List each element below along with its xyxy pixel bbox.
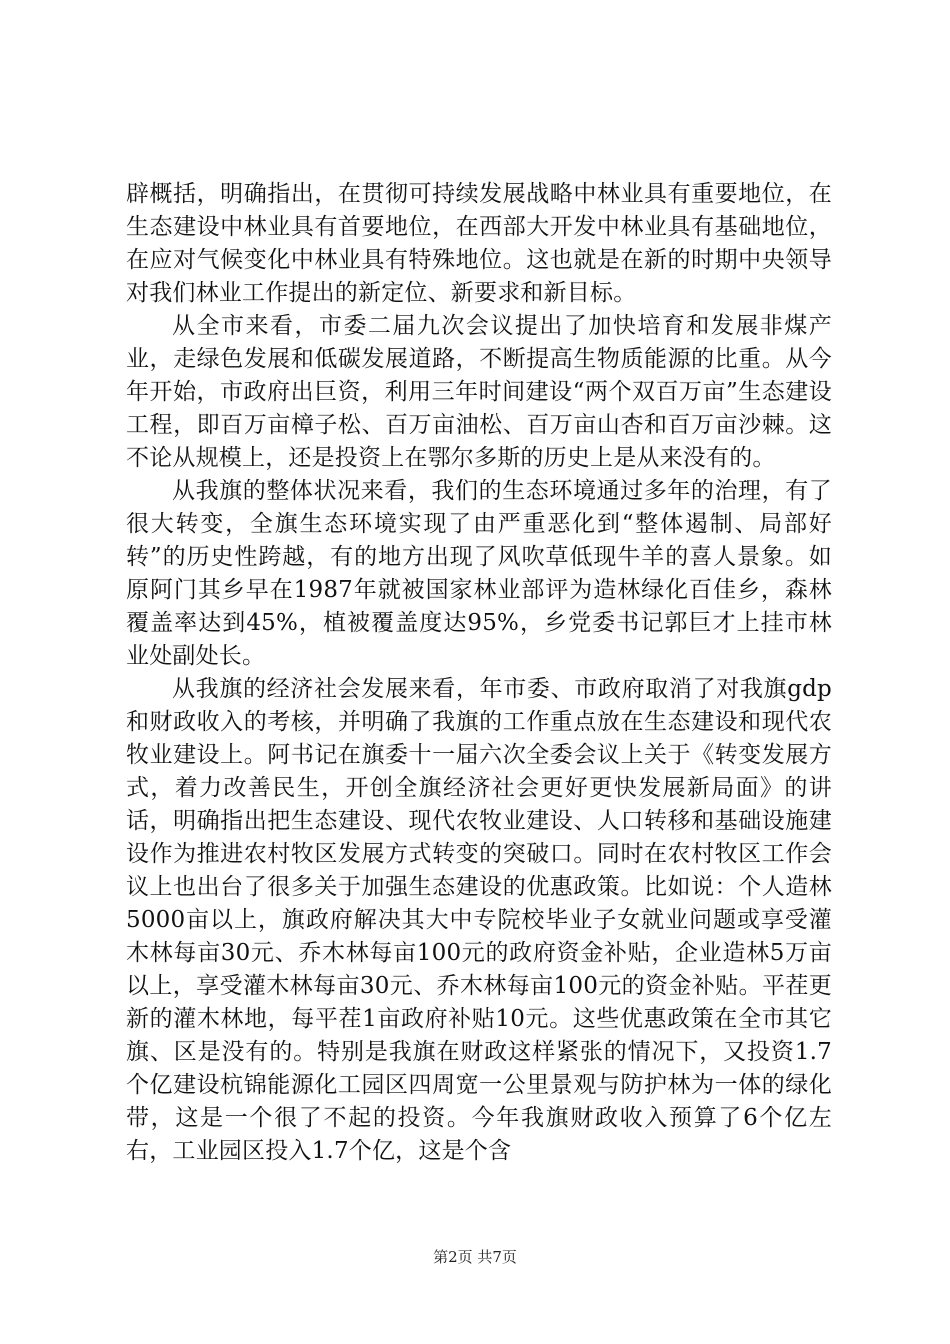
paragraph-4: 从我旗的经济社会发展来看，年市委、市政府取消了对我旗gdp和财政收入的考核，并明确了我旗的工作重点放在生态建设和现代农牧业建设上。阿书记在旗委十一届六次全委会议上关于《转变发展方式，着力改善民生，开创全旗经济社会更好更快发展新局面》的讲话，明确指出把生态建设、现代农牧业建设、人口转移和基础设施建设作为推进农村牧区发展方式转变的突破口。同时在农村牧区工作会议上也出台了很多关于加强生态建设的优惠政策。比如说：个人造林5000亩以上，旗政府解决其大中专院校毕业子女就业问题或享受灌木林每亩30元、乔木林每亩100元的政府资金补贴，企业造林5万亩以上，享受灌木林每亩30元、乔木林每亩100元的资金补贴。平茬更新的灌木林地，每平茬1亩政府补贴10元。这些优惠政策在全市其它旗、区是没有的。特别是我旗在财政这样紧张的情况下，又投资1.7个亿建设杭锦能源化工园区四周宽一公里景观与防护林为一体的绿化带，这是一个很了不起的投资。今年我旗财政收入预算了6个亿左右，工业园区投入1.7个亿，这是个含 [126, 676, 832, 1164]
document-body [126, 178, 832, 1168]
page-number: 第2页 [433, 1248, 473, 1266]
page-total: 共7页 [477, 1248, 517, 1266]
page-footer [0, 1247, 950, 1267]
paragraph-3: 从我旗的整体状况来看，我们的生态环境通过多年的治理，有了很大转变，全旗生态环境实现了由严重恶化到“整体遏制、局部好转”的历史性跨越，有的地方出现了风吹草低现牛羊的喜人景象。如原阿门其乡早在1987年就被国家林业部评为造林绿化百佳乡，森林覆盖率达到45%，植被覆盖度达95%，乡党委书记郭巨才上挂市林业处副处长。 [126, 478, 832, 669]
paragraph-1: 辟概括，明确指出，在贯彻可持续发展战略中林业具有重要地位，在生态建设中林业具有首要地位，在西部大开发中林业具有基础地位，在应对气候变化中林业具有特殊地位。这也就是在新的时期中央领导对我们林业工作提出的新定位、新要求和新目标。 [126, 181, 832, 306]
paragraph-2: 从全市来看，市委二届九次会议提出了加快培育和发展非煤产业，走绿色发展和低碳发展道路，不断提高生物质能源的比重。从今年开始，市政府出巨资，利用三年时间建设“两个双百万亩”生态建设工程，即百万亩樟子松、百万亩油松、百万亩山杏和百万亩沙棘。这不论从规模上，还是投资上在鄂尔多斯的历史上是从来没有的。 [126, 313, 832, 471]
